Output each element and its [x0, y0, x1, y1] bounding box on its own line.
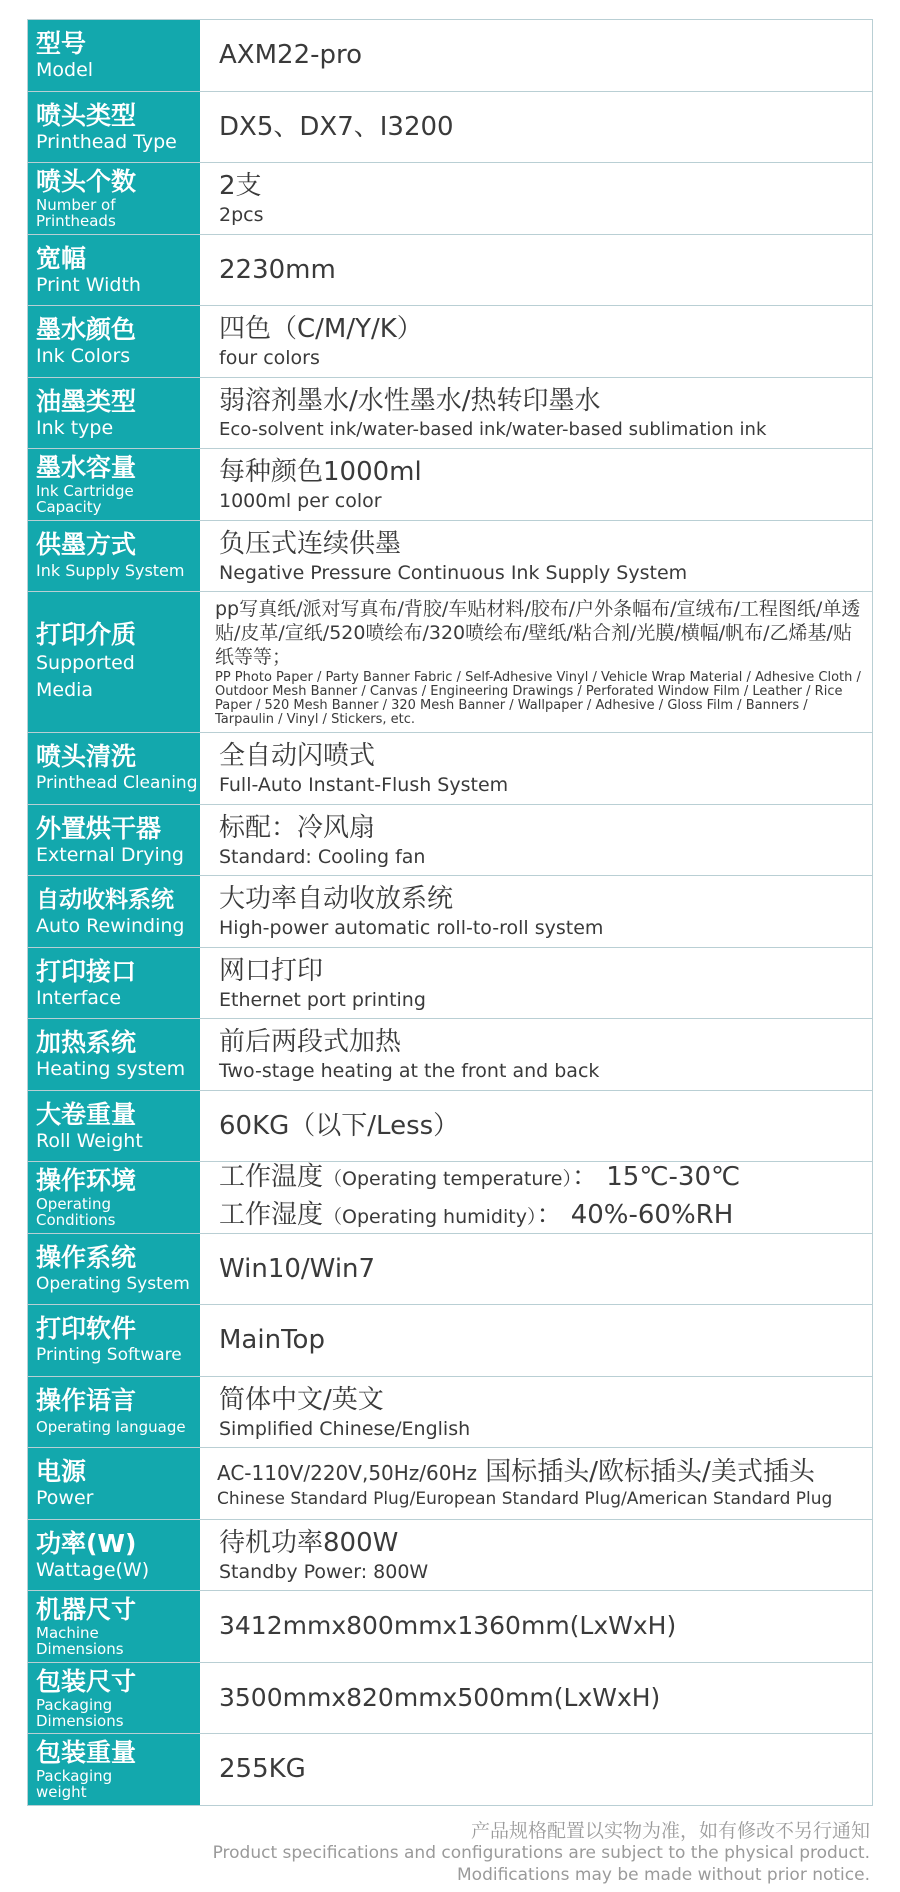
row-label: 功率(W) Wattage(W)	[28, 1520, 201, 1591]
spec-row-printhead-cleaning	[28, 733, 872, 805]
row-value: pp写真纸/派对写真布/背胶/车贴材料/胶布/户外条幅布/宣绒布/工程图纸/单透贴/皮革/宣纸/520喷绘布/320喷绘布/壁纸/粘合剂/光膜/横幅/帆布/乙烯基/贴纸等等； PP Photo Paper / Party Banner Fabric / Self-Adhesive Vinyl / Vehicle Wrap Material / Adhesive Cloth / Outdoor Mesh Banner / Canvas / Engineering Drawings / Perforated Window Film / Leather / Rice Paper / 520 Mesh Banner / 320 Mesh Banner / Wallpaper / Adhesive / Gloss Film / Banners / Tarpaulin / Vinyl / Stickers, etc.	[215, 598, 861, 727]
spec-row-auto-rewinding	[28, 876, 872, 948]
row-label: 打印介质 Supported Media	[28, 592, 201, 732]
spec-row-model	[28, 20, 872, 92]
row-value: 3500mmx820mmx500mm(LxWxH)	[219, 1682, 661, 1712]
row-value: MainTop	[219, 1325, 325, 1356]
row-value: AC-110V/220V,50Hz/60Hz 国标插头/欧标插头/美式插头 Chinese Standard Plug/European Standard Plug/American Standard Plug	[217, 1456, 833, 1509]
row-value: 3412mmx800mmx1360mm(LxWxH)	[219, 1611, 677, 1641]
spec-row-interface	[28, 948, 872, 1020]
row-value: 全自动闪喷式 Full-Auto Instant-Flush System	[219, 741, 509, 797]
row-label: 操作环境 Operating Conditions	[28, 1162, 201, 1233]
row-value: AXM22-pro	[219, 40, 363, 71]
spec-row-wattage	[28, 1520, 872, 1592]
row-value: 弱溶剂墨水/水性墨水/热转印墨水 Eco-solvent ink/water-based ink/water-based sublimation ink	[219, 385, 767, 440]
row-value	[201, 1162, 872, 1233]
row-value: 简体中文/英文 Simplified Chinese/English	[219, 1384, 471, 1440]
row-value: 2支 2pcs	[219, 171, 264, 227]
row-label: 打印接口 Interface	[28, 948, 201, 1019]
row-label: 喷头清洗 Printhead Cleaning	[28, 733, 201, 804]
row-value: 待机功率800W Standby Power: 800W	[219, 1527, 429, 1583]
footer-note-en-2: Modifications may be made without prior notice.	[457, 1865, 870, 1885]
spec-row-packaging-dimensions	[28, 1663, 872, 1735]
footer-note-en-1: Product specifications and configurations are subject to the physical product.	[212, 1843, 870, 1863]
row-value: 负压式连续供墨 Negative Pressure Continuous Ink Supply System	[219, 528, 688, 584]
row-label: 包装尺寸 Packaging Dimensions	[28, 1663, 201, 1734]
row-value: 网口打印 Ethernet port printing	[219, 955, 426, 1011]
row-value: 2230mm	[219, 254, 336, 285]
row-label: 电源 Power	[28, 1448, 201, 1519]
footer-note-zh: 产品规格配置以实物为准，如有修改不另行通知	[470, 1820, 870, 1842]
footer-note	[213, 1820, 870, 1886]
spec-row-external-drying	[28, 805, 872, 877]
row-label: 打印软件 Printing Software	[28, 1305, 201, 1376]
row-label: 供墨方式 Ink Supply System	[28, 521, 201, 592]
spec-row-ink-capacity	[28, 449, 872, 521]
row-label: 操作语言 Operating language	[28, 1377, 201, 1448]
spec-row-operating-system	[28, 1234, 872, 1306]
spec-row-supported-media	[28, 592, 872, 733]
spec-row-ink-type	[28, 378, 872, 450]
spec-row-operating-language	[28, 1377, 872, 1449]
spec-row-power	[28, 1448, 872, 1520]
row-label: 操作系统 Operating System	[28, 1234, 201, 1305]
spec-row-operating-conditions	[28, 1162, 872, 1234]
row-label: 机器尺寸 Machine Dimensions	[28, 1591, 201, 1662]
row-label: 大卷重量 Roll Weight	[28, 1091, 201, 1162]
row-label: 包装重量 Packaging weight	[28, 1734, 201, 1805]
row-label: 外置烘干器 External Drying	[28, 805, 201, 876]
row-label: 宽幅 Print Width	[28, 235, 201, 306]
row-label: 墨水容量 Ink Cartridge Capacity	[28, 449, 201, 520]
row-label: 型号 Model	[28, 20, 201, 91]
row-value: 大功率自动收放系统 High-power automatic roll-to-roll system	[219, 884, 604, 940]
row-label: 墨水颜色 Ink Colors	[28, 306, 201, 377]
row-label: 喷头类型 Printhead Type	[28, 92, 201, 163]
row-value: 前后两段式加热 Two-stage heating at the front and back	[219, 1027, 600, 1083]
operating-humidity: 工作湿度（Operating humidity）： 40%-60%RH	[219, 1200, 734, 1231]
spec-row-heating-system	[28, 1019, 872, 1091]
spec-row-print-width	[28, 235, 872, 307]
row-value: 255KG	[219, 1754, 306, 1785]
row-value: 四色（C/M/Y/K） four colors	[219, 314, 423, 370]
row-label: 油墨类型 Ink type	[28, 378, 201, 449]
spec-row-ink-colors	[28, 306, 872, 378]
row-value: DX5、DX7、I3200	[219, 111, 454, 142]
spec-row-machine-dimensions	[28, 1591, 872, 1663]
row-label: 自动收料系统 Auto Rewinding	[28, 876, 201, 947]
spec-row-ink-supply	[28, 521, 872, 593]
row-label: 喷头个数 Number of Printheads	[28, 163, 201, 234]
row-value: 每种颜色1000ml 1000ml per color	[219, 457, 422, 513]
spec-row-printing-software	[28, 1305, 872, 1377]
spec-table	[27, 19, 873, 1806]
spec-row-number-of-printheads	[28, 163, 872, 235]
row-value: Win10/Win7	[219, 1253, 376, 1284]
row-value: 60KG（以下/Less）	[219, 1110, 460, 1141]
row-value: 标配：冷风扇 Standard: Cooling fan	[219, 812, 426, 868]
spec-row-packaging-weight	[28, 1734, 872, 1806]
spec-row-roll-weight	[28, 1091, 872, 1163]
row-label: 加热系统 Heating system	[28, 1019, 201, 1090]
spec-row-printhead-type	[28, 92, 872, 164]
operating-temperature: 工作温度（Operating temperature）： 15℃-30℃	[219, 1162, 741, 1193]
